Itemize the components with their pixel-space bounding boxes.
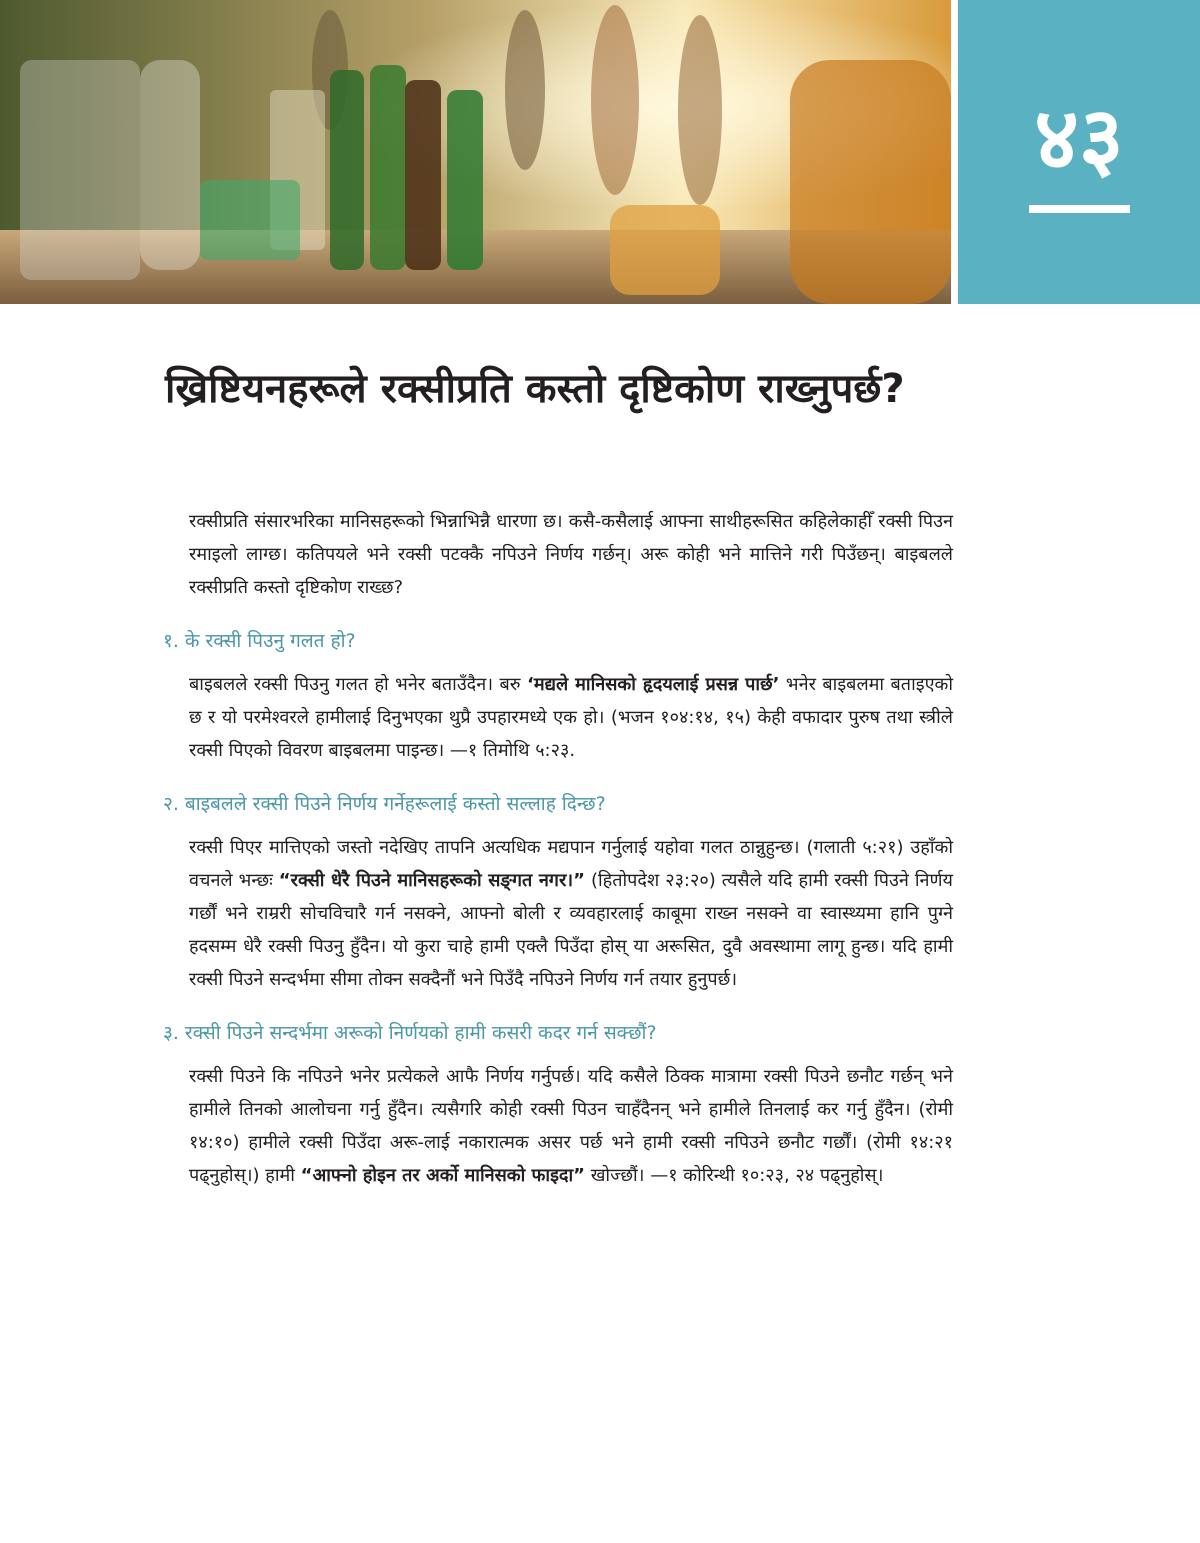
hero-photo: [0, 0, 951, 304]
intro-paragraph: रक्सीप्रति संसारभरिका मानिसहरूको भिन्नाभिन्नै धारणा छ। कसै-कसैलाई आफ्ना साथीहरूसित कहिलेकाहीँ रक्सी पिउन रमाइलो लाग्छ। कतिपयले भने रक्सी पटक्कै नपिउने निर्णय गर्छन्। अरू कोही भने मात्तिने गरी पिउँछन्। बाइबलले रक्सीप्रति कस्तो दृष्टिकोण राख्छ?: [189, 511, 953, 598]
answer-paragraph-2: [189, 831, 953, 996]
question-number: ३.: [163, 1022, 179, 1044]
question-heading-1: [163, 626, 953, 656]
question-text: रक्सी पिउने सन्दर्भमा अरूको निर्णयको हामी कसरी कदर गर्न सक्छौं?: [184, 1022, 657, 1044]
bold-scripture-quote: “रक्सी धेरै पिउने मानिसहरूको सङ्‌गत नगर।”: [278, 870, 585, 891]
question-heading-3: [163, 1018, 953, 1048]
article-body: [163, 505, 953, 1192]
chapter-number-underline: [1029, 205, 1130, 213]
answer-text: रक्सी पिएर मात्तिएको जस्तो नदेखिए तापनि अत्यधिक मद्यपान गर्नुलाई यहोवा गलत ठान्नुहुन्छ। (गलाती ५:२१) उहाँको वचनले भन्छः: [189, 837, 953, 891]
bold-scripture-quote: ‘मद्यले मानिसको हृदयलाई प्रसन्न पार्छ’: [527, 674, 780, 695]
answer-text: भनेर बाइबलमा बताइएको छ र यो परमेश्‍वरले हामीलाई दिनुभएका थुप्रै उपहारमध्ये एक हो। (भजन १०४:१४, १५) केही वफादार पुरुष तथा स्त्रीले रक्सी पिएको विवरण बाइबलमा पाइन्छ। —१ तिमोथि ५:२३.: [189, 674, 954, 761]
page-title: ख्रिष्टियनहरूले रक्सीप्रति कस्तो दृष्टिकोण राख्नुपर्छ?: [165, 366, 905, 412]
answer-text: बाइबलले रक्सी पिउनु गलत हो भनेर बताउँदैन। बरु: [189, 674, 527, 695]
people-drinking-photo: [0, 0, 951, 304]
question-text: के रक्सी पिउनु गलत हो?: [184, 630, 356, 652]
answer-text: (हितोपदेश २३:२०) त्यसैले यदि हामी रक्सी पिउने निर्णय गर्छौं भने राम्ररी सोचविचारै गर्न नसक्ने, आफ्नो बोली र व्यवहारलाई काबूमा राख्न नसक्ने वा स्वास्थ्यमा हानि पुग्ने हदसम्म धेरै रक्सी पिउनु हुँदैन। यो कुरा चाहे हामी एक्लै पिउँदा होस् या अरूसित, दुवै अवस्थामा लागू हुन्छ। यदि हामी रक्सी पिउने सन्दर्भमा सीमा तोक्न सक्दैनौं भने पिउँदै नपिउने निर्णय गर्न तयार हुनुपर्छ।: [189, 870, 953, 990]
bold-scripture-quote: “आफ्नो होइन तर अर्को मानिसको फाइदा”: [300, 1165, 585, 1186]
answer-text: खोज्छौं। —१ कोरिन्थी १०:२३, २४ पढ्नुहोस्।: [584, 1165, 884, 1186]
question-number: २.: [163, 793, 179, 815]
question-heading-2: [163, 789, 953, 819]
answer-paragraph-3: [189, 1060, 953, 1192]
question-number: १.: [163, 630, 179, 652]
question-text: बाइबलले रक्सी पिउने निर्णय गर्नेहरूलाई कस्तो सल्लाह दिन्छ?: [184, 793, 606, 815]
chapter-number: ४३: [1034, 89, 1124, 189]
answer-text: रक्सी पिउने कि नपिउने भनेर प्रत्येकले आफै निर्णय गर्नुपर्छ। यदि कसैले ठिक्क मात्रामा रक्सी पिउने छनौट गर्छन् भने हामीले तिनको आलोचना गर्नु हुँदैन। त्यसैगरि कोही रक्सी पिउन चाहँदैनन् भने हामीले तिनलाई कर गर्नु हुँदैन। (रोमी १४:१०) हामीले रक्सी पिउँदा अरू-लाई नकारात्मक असर पर्छ भने हामी रक्सी नपिउने छनौट गर्छौं। (रोमी १४:२१ पढ्नुहोस्।) हामी: [189, 1066, 953, 1186]
chapter-badge: [958, 0, 1200, 304]
answer-paragraph-1: [189, 668, 953, 767]
